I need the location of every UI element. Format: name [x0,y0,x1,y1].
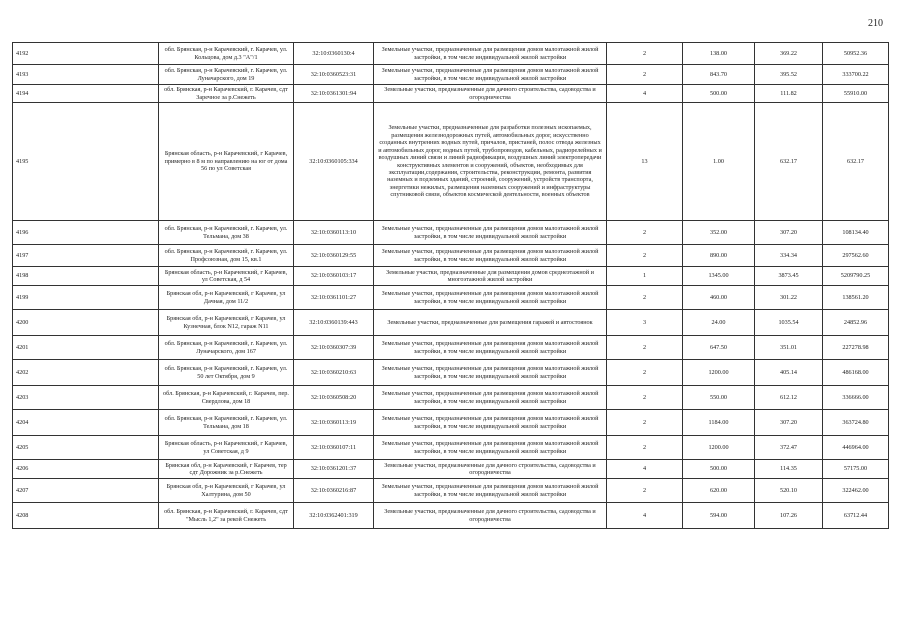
land-use-cell: Земельные участки, предназначенные для размещения домов малоэтажной жилой застройки, в том числе индивидуальной жилой застройки [374,43,607,65]
address-cell: Брянская обл, р-н Карачевский, г Карачев, ул Кузнечная, блок N12, гараж N11 [159,310,294,336]
table-row [13,85,889,103]
cadastral-value-cell: 632.17 [823,103,889,221]
area-cell: 1200.00 [683,436,755,460]
group-number-cell: 1 [607,267,683,286]
group-number-cell: 2 [607,43,683,65]
row-number: 4208 [13,503,159,529]
table-row [13,336,889,360]
area-cell: 1.00 [683,103,755,221]
row-number: 4196 [13,221,159,245]
cadastral-number-cell: 32:10:0361301:94 [294,85,374,103]
cadastral-value-cell: 297562.60 [823,245,889,267]
address-cell: Брянская обл, р-н Карачевский, г Карачев, ул Халтурина, дом 50 [159,479,294,503]
cadastral-number-cell: 32:10:0360129:55 [294,245,374,267]
specific-value-cell: 307.20 [755,221,823,245]
area-cell: 550.00 [683,386,755,410]
cadastral-number-cell: 32:10:0360307:39 [294,336,374,360]
group-number-cell: 2 [607,410,683,436]
area-cell: 352.00 [683,221,755,245]
cadastral-value-cell: 322462.00 [823,479,889,503]
address-cell: обл. Брянская, р-н Карачевский, г. Карачев, ул. Кольцова, дом д.3 "А"/1 [159,43,294,65]
cadastral-number-cell: 32:10:0360139:443 [294,310,374,336]
group-number-cell: 2 [607,245,683,267]
address-cell: Брянская обл, р-н Карачевский, г Карачев, ул Дачная, дом 11/2 [159,286,294,310]
address-cell: обл. Брянская, р-н Карачевский, г. Карачев, сдт "Мысль 1,2" за рекой Снежеть [159,503,294,529]
group-number-cell: 2 [607,286,683,310]
cadastral-value-table [12,42,889,529]
area-cell: 24.00 [683,310,755,336]
area-cell: 1345.00 [683,267,755,286]
area-cell: 890.00 [683,245,755,267]
cadastral-value-cell: 227278.98 [823,336,889,360]
cadastral-value-cell: 24852.96 [823,310,889,336]
row-number: 4197 [13,245,159,267]
group-number-cell: 4 [607,85,683,103]
cadastral-number-cell: 32:10:0361201:37 [294,460,374,479]
group-number-cell: 2 [607,436,683,460]
table-row [13,386,889,410]
area-cell: 843.70 [683,65,755,85]
group-number-cell: 2 [607,479,683,503]
address-cell: обл. Брянская, р-н Карачевский, г. Карачев, ул. Луначарского, дом 167 [159,336,294,360]
table-row [13,503,889,529]
cadastral-value-cell: 486168.00 [823,360,889,386]
cadastral-number-cell: 32:10:0360130:4 [294,43,374,65]
area-cell: 500.00 [683,460,755,479]
area-cell: 500.00 [683,85,755,103]
table-row [13,43,889,65]
specific-value-cell: 405.14 [755,360,823,386]
area-cell: 138.00 [683,43,755,65]
row-number: 4206 [13,460,159,479]
cadastral-number-cell: 32:10:0360113:10 [294,221,374,245]
specific-value-cell: 107.26 [755,503,823,529]
land-use-cell: Земельные участки, предназначенные для размещения домов малоэтажной жилой застройки, в том числе индивидуальной жилой застройки [374,386,607,410]
cadastral-value-cell: 57175.00 [823,460,889,479]
cadastral-value-cell: 333700.22 [823,65,889,85]
land-use-cell: Земельные участки, предназначенные для размещения гаражей и автостоянок [374,310,607,336]
area-cell: 647.50 [683,336,755,360]
specific-value-cell: 111.82 [755,85,823,103]
row-number: 4202 [13,360,159,386]
group-number-cell: 2 [607,386,683,410]
specific-value-cell: 334.34 [755,245,823,267]
specific-value-cell: 301.22 [755,286,823,310]
table-row [13,103,889,221]
specific-value-cell: 520.10 [755,479,823,503]
address-cell: Брянская обл, р-н Карачевский, г Карачев, тер сдт Дорожник за р.Снежеть [159,460,294,479]
row-number: 4192 [13,43,159,65]
land-use-cell: Земельные участки, предназначенные для размещения домов малоэтажной жилой застройки, в том числе индивидуальной жилой застройки [374,360,607,386]
area-cell: 1184.00 [683,410,755,436]
group-number-cell: 2 [607,360,683,386]
area-cell: 1200.00 [683,360,755,386]
land-use-cell: Земельные участки, предназначенные для размещения домов малоэтажной жилой застройки, в том числе индивидуальной жилой застройки [374,336,607,360]
table-row [13,436,889,460]
cadastral-number-cell: 32:10:0361101:27 [294,286,374,310]
row-number: 4205 [13,436,159,460]
row-number: 4204 [13,410,159,436]
address-cell: обл. Брянская, р-н Карачевский, г. Карачев, ул. Профсоюзная, дом 15, кв.1 [159,245,294,267]
area-cell: 594.00 [683,503,755,529]
land-use-cell: Земельные участки, предназначенные для размещения домов малоэтажной жилой застройки, в том числе индивидуальной жилой застройки [374,286,607,310]
table-row [13,460,889,479]
cadastral-number-cell: 32:10:0360508:20 [294,386,374,410]
row-number: 4199 [13,286,159,310]
address-cell: обл. Брянская, р-н Карачевский, г. Карачев, ул. Луначарского, дом 19 [159,65,294,85]
land-use-cell: Земельные участки, предназначенные для размещения домов малоэтажной жилой застройки, в том числе индивидуальной жилой застройки [374,479,607,503]
address-cell: Брянская область, р-н Карачевский, г Карачев, ул Советская, д 9 [159,436,294,460]
specific-value-cell: 612.12 [755,386,823,410]
table-row [13,310,889,336]
row-number: 4198 [13,267,159,286]
cadastral-value-cell: 63712.44 [823,503,889,529]
land-use-cell: Земельные участки, предназначенные для размещения домов малоэтажной жилой застройки, в том числе индивидуальной жилой застройки [374,436,607,460]
address-cell: обл. Брянская, р-н Карачевский, г. Карачев, сдт Заречное за р.Снежеть [159,85,294,103]
row-number: 4201 [13,336,159,360]
table-row [13,286,889,310]
row-number: 4193 [13,65,159,85]
cadastral-value-cell: 138561.20 [823,286,889,310]
row-number: 4200 [13,310,159,336]
cadastral-number-cell: 32:10:0360210:63 [294,360,374,386]
land-use-cell: Земельные участки, предназначенные для размещения домов малоэтажной жилой застройки, в том числе индивидуальной жилой застройки [374,221,607,245]
cadastral-number-cell: 32:10:0360113:19 [294,410,374,436]
specific-value-cell: 114.35 [755,460,823,479]
row-number: 4203 [13,386,159,410]
land-use-cell: Земельные участки, предназначенные для дачного строительства, садоводства и огородничества [374,460,607,479]
land-use-cell: Земельные участки, предназначенные для размещения домов малоэтажной жилой застройки, в том числе индивидуальной жилой застройки [374,410,607,436]
page-number: 210 [868,18,883,29]
cadastral-value-cell: 50952.36 [823,43,889,65]
table-row [13,479,889,503]
specific-value-cell: 369.22 [755,43,823,65]
cadastral-number-cell: 32:10:0360216:87 [294,479,374,503]
address-cell: обл. Брянская, р-н Карачевский, г. Карачев, ул. 50 лет Октября, дом 9 [159,360,294,386]
land-use-cell: Земельные участки, предназначенные для размещения домов малоэтажной жилой застройки, в том числе индивидуальной жилой застройки [374,245,607,267]
cadastral-number-cell: 32:10:0360105:334 [294,103,374,221]
address-cell: Брянская область, р-н Карачевский, г Карачев, ул Советская, д 54 [159,267,294,286]
specific-value-cell: 3873.45 [755,267,823,286]
specific-value-cell: 307.20 [755,410,823,436]
cadastral-value-cell: 363724.80 [823,410,889,436]
specific-value-cell: 1035.54 [755,310,823,336]
land-use-cell: Земельные участки, предназначенные для размещения домов малоэтажной жилой застройки, в том числе индивидуальной жилой застройки [374,65,607,85]
land-use-cell: Земельные участки, предназначенные для размещения домов среднеэтажной и многоэтажной жилой застройки [374,267,607,286]
cadastral-number-cell: 32:10:0360523:31 [294,65,374,85]
land-use-cell: Земельные участки, предназначенные для дачного строительства, садоводства и огородничества [374,503,607,529]
group-number-cell: 2 [607,336,683,360]
address-cell: обл. Брянская, р-н Карачевский, г. Карачев, пер. Свердлова, дом 18 [159,386,294,410]
specific-value-cell: 632.17 [755,103,823,221]
row-number: 4194 [13,85,159,103]
row-number: 4195 [13,103,159,221]
cadastral-value-cell: 446964.00 [823,436,889,460]
land-use-cell: Земельные участки, предназначенные для разработки полезных ископаемых, размещения железнодорожных путей, автомобильных дорог, искусственно созданных внутренних водных путей, причалов, пристаней, полос отвода железных и автомобильных дорог, водных путей, трубопроводов, кабельных, радиорелейных и воздушных линий связи и линий радиофикации, воздушных линий электропередачи конструктивных элементов и сооружений, объектов, необходимых для эксплуатации,содержания, строительства, реконструкции, ремонта, развития наземных и подземных зданий, строений, сооружений, устройств транспорта, энергетики нежилых, размещения наземных сооружений и инфраструктуры спутниковой связи, объектов космической деятельности, военных объектов [374,103,607,221]
cadastral-value-cell: 336666.00 [823,386,889,410]
cadastral-number-cell: 32:10:0360107:11 [294,436,374,460]
table-row [13,65,889,85]
group-number-cell: 2 [607,65,683,85]
land-use-cell: Земельные участки, предназначенные для дачного строительства, садоводства и огородничества [374,85,607,103]
area-cell: 460.00 [683,286,755,310]
group-number-cell: 13 [607,103,683,221]
area-cell: 620.00 [683,479,755,503]
table-row [13,410,889,436]
specific-value-cell: 372.47 [755,436,823,460]
table-body [13,43,889,529]
address-cell: Брянская область, р-н Карачевский, г Карачев, примерно в 8 м по направлению на юг от дома 56 по ул Советская [159,103,294,221]
address-cell: обл. Брянская, р-н Карачевский, г. Карачев, ул. Тельмана, дом 38 [159,221,294,245]
group-number-cell: 3 [607,310,683,336]
cadastral-number-cell: 32:10:0362401:319 [294,503,374,529]
table-row [13,245,889,267]
cadastral-value-cell: 108134.40 [823,221,889,245]
cadastral-value-cell: 5209790.25 [823,267,889,286]
cadastral-value-cell: 55910.00 [823,85,889,103]
group-number-cell: 4 [607,460,683,479]
address-cell: обл. Брянская, р-н Карачевский, г. Карачев, ул. Тельмана, дом 18 [159,410,294,436]
specific-value-cell: 351.01 [755,336,823,360]
group-number-cell: 4 [607,503,683,529]
specific-value-cell: 395.52 [755,65,823,85]
table-row [13,221,889,245]
table-row [13,360,889,386]
row-number: 4207 [13,479,159,503]
group-number-cell: 2 [607,221,683,245]
cadastral-number-cell: 32:10:0360103:17 [294,267,374,286]
table-row [13,267,889,286]
